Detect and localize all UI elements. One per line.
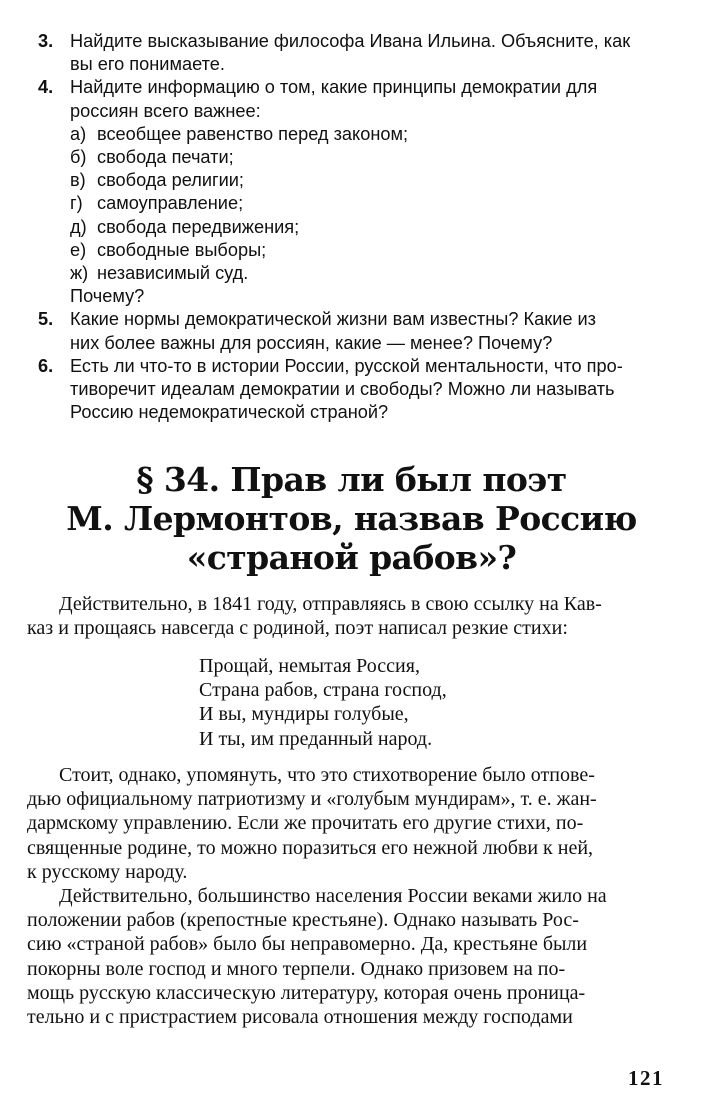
poem-line: И ты, им преданный народ. — [199, 727, 433, 750]
text-line: к русскому народу. — [27, 860, 188, 883]
option-text: независимый суд. — [97, 263, 249, 284]
option-item — [70, 169, 670, 192]
option-letter: ж) — [70, 263, 89, 284]
option-letter: е) — [70, 239, 87, 260]
option-letter: д) — [70, 216, 87, 237]
text-line: них более важны для россиян, какие — менее? Почему? — [70, 332, 553, 353]
poem-line: Прощай, немытая Россия, — [199, 655, 420, 677]
question-text — [70, 30, 670, 76]
question-item — [38, 355, 670, 425]
text-line: дью официальному патриотизму и «голубым мундирам», т. е. жан- — [27, 788, 597, 811]
option-item — [70, 262, 670, 285]
heading-line: § 34. Прав ли был поэт — [136, 460, 567, 499]
paragraph — [27, 763, 668, 884]
text-line: Найдите информацию о том, какие принципы демократии для — [70, 77, 598, 98]
text-line: Стоит, однако, упомянуть, что это стихотворение было отпове- — [59, 764, 595, 786]
question-number: 5. — [38, 309, 54, 330]
option-text: свобода передвижения; — [97, 216, 300, 237]
heading-line: «страной рабов»? — [186, 538, 517, 577]
option-letter: а) — [70, 123, 87, 144]
text-line: священные родине, то можно поразиться его нежной любви к ней, — [27, 836, 594, 859]
text-line: вы его понимаете. — [70, 54, 225, 75]
text-line: Действительно, в 1841 году, отправляясь в свою ссылку на Кав- — [59, 593, 602, 615]
poem-line: Страна рабов, страна господ, — [199, 679, 447, 702]
option-text: свободные выборы; — [97, 239, 267, 260]
text-line: Есть ли что-то в истории России, русской ментальности, что про- — [70, 355, 623, 376]
page-number: 121 — [628, 1066, 664, 1090]
heading-line: М. Лермонтов, назвав Россию — [66, 499, 637, 538]
section-heading — [0, 460, 703, 577]
option-letter: г) — [70, 193, 83, 214]
option-item — [70, 123, 670, 146]
text-line: тиворечит идеалам демократии и свободы? Можно ли называть — [70, 379, 615, 400]
question-item — [38, 30, 670, 76]
paragraph — [27, 592, 668, 640]
option-text: свобода религии; — [97, 170, 244, 191]
option-text: свобода печати; — [97, 147, 234, 168]
question-text — [70, 308, 670, 354]
text-line: Какие нормы демократической жизни вам известны? Какие из — [70, 309, 597, 330]
text-line: положении рабов (крепостные крестьяне). Однако называть Рос- — [27, 909, 579, 932]
text-line: Россию недемократической страной? — [70, 402, 389, 423]
text-line: Действительно, большинство населения России веками жило на — [59, 885, 607, 907]
option-item — [70, 146, 670, 169]
text-line: дармскому управлению. Если же прочитать его другие стихи, по- — [27, 812, 584, 835]
options-list — [70, 123, 670, 285]
option-letter: в) — [70, 170, 86, 191]
option-text: всеобщее равенство перед законом; — [97, 123, 409, 144]
text-line: каз и прощаясь навсегда с родиной, поэт написал резкие стихи: — [27, 617, 568, 640]
text-line: Почему? — [70, 286, 145, 307]
text-line: покорны воле господ и много терпели. Однако призовем на по- — [27, 957, 566, 980]
text-line: мощь русскую классическую литературу, которая очень проница- — [27, 981, 586, 1004]
option-letter: б) — [70, 147, 87, 168]
question-text — [70, 355, 670, 425]
question-number: 3. — [38, 31, 54, 51]
text-line: тельно и с пристрастием рисовала отношения между господами — [27, 1006, 573, 1029]
paragraph — [27, 884, 668, 1029]
option-item — [70, 192, 670, 215]
option-text: самоуправление; — [97, 193, 244, 214]
question-number: 4. — [38, 77, 54, 98]
question-item — [38, 76, 670, 308]
poem-quote — [199, 654, 447, 751]
question-item — [38, 308, 670, 354]
question-number: 6. — [38, 355, 54, 376]
option-item — [70, 239, 670, 262]
question-text — [70, 76, 670, 308]
text-line: Найдите высказывание философа Ивана Ильина. Объясните, как — [70, 31, 631, 51]
option-item — [70, 216, 670, 239]
poem-line: И вы, мундиры голубые, — [199, 703, 409, 726]
text-line: сию «страной рабов» было бы неправомерно. Да, крестьяне были — [27, 933, 588, 956]
text-line: россиян всего важнее: — [70, 100, 261, 121]
questions-list — [38, 30, 670, 424]
